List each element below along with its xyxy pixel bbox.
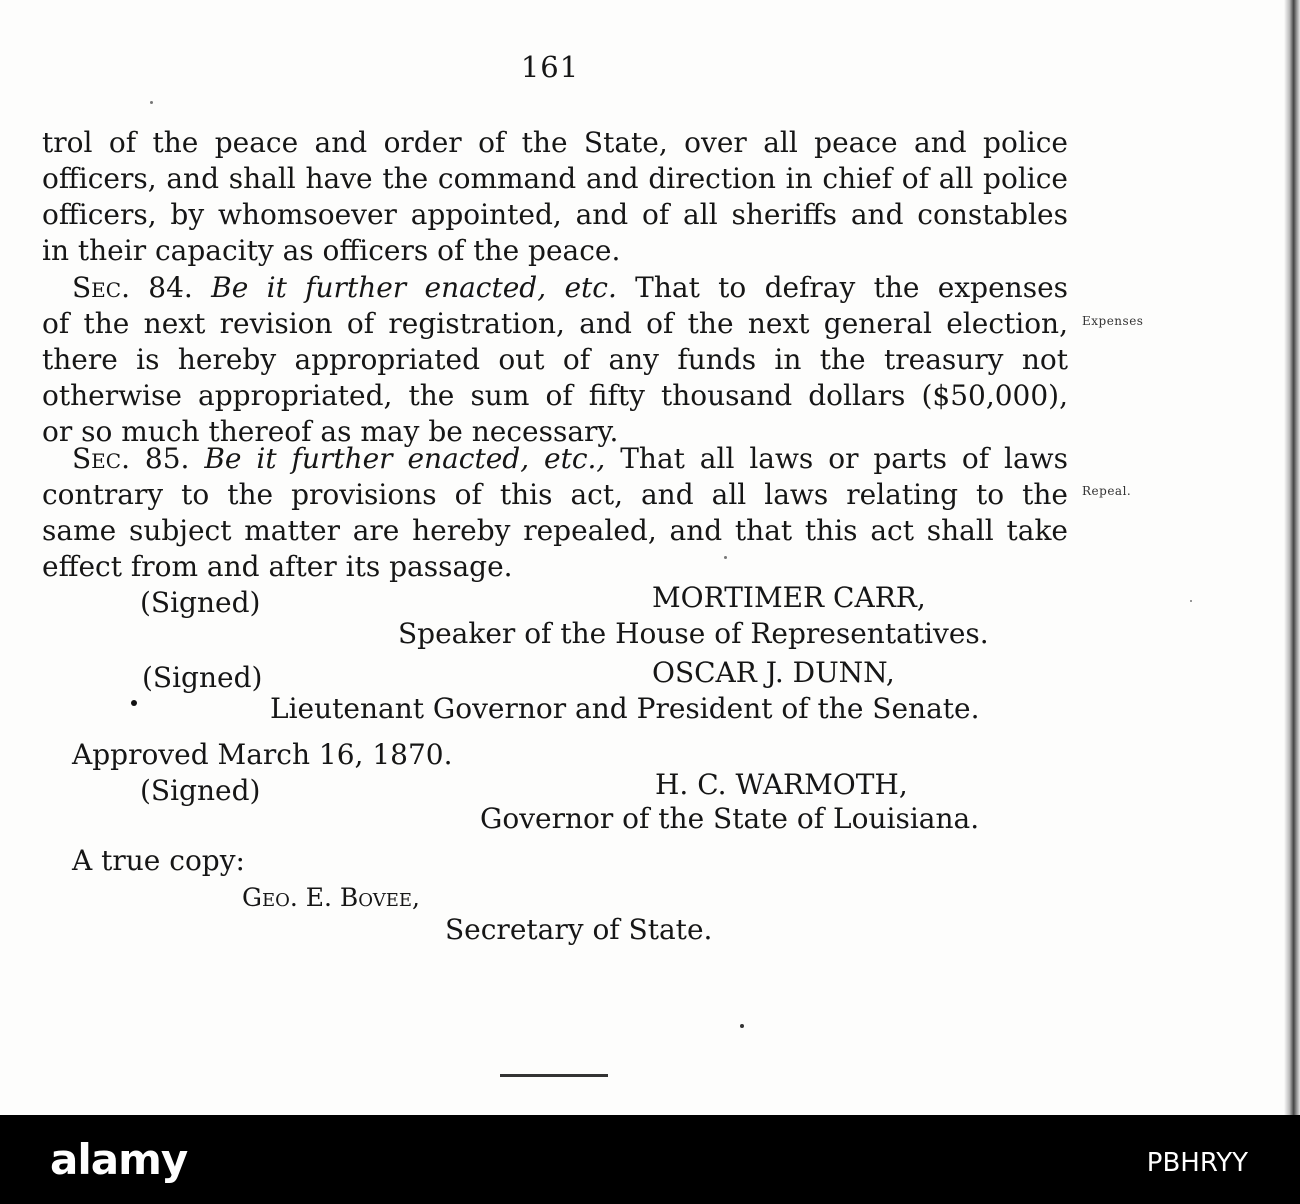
scan-speck: [1190, 600, 1192, 602]
closing-rule: [500, 1074, 608, 1077]
body-line: in their capacity as officers of the peace.: [42, 234, 621, 267]
body-line: officers, by whomsoever appointed, and of all sheriffs and constables: [42, 198, 1068, 231]
page-number: 161: [520, 50, 580, 84]
alamy-logo: alamy: [50, 1135, 188, 1184]
speaker-title: Speaker of the House of Representatives.: [398, 617, 989, 650]
sec85-enacting-phrase: Be it further enacted, etc.,: [204, 442, 606, 475]
page-edge-shadow: [1284, 0, 1300, 1115]
scan-speck: [150, 101, 153, 104]
watermark-footer-bar: [0, 1115, 1300, 1204]
sec85-line: same subject matter are hereby repealed, and that this act shall take: [42, 514, 1068, 547]
governor-name: H. C. WARMOTH,: [655, 768, 908, 801]
scan-speck: [131, 700, 137, 706]
secretary-name: Geo. E. Bovee,: [242, 883, 420, 912]
speaker-name: MORTIMER CARR,: [652, 581, 926, 614]
sec84-first-line: [72, 270, 1068, 306]
signed-label: (Signed): [140, 586, 261, 619]
image-id: PBHRYY: [1146, 1148, 1248, 1178]
sec84-line: otherwise appropriated, the sum of fifty thousand dollars ($50,000),: [42, 379, 1068, 412]
sec85-label: Sec. 85.: [72, 442, 190, 475]
sec85-line1-rest: That all laws or parts of laws: [620, 442, 1069, 475]
sec84-line: or so much thereof as may be necessary.: [42, 415, 619, 448]
sec85-line: effect from and after its passage.: [42, 550, 513, 583]
secretary-title: Secretary of State.: [445, 913, 713, 946]
sec85-line: contrary to the provisions of this act, and all laws relating to the: [42, 478, 1068, 511]
sec84-enacting-phrase: Be it further enacted, etc.: [211, 271, 617, 304]
sec84-line: of the next revision of registration, and of the next general election,: [42, 307, 1068, 340]
signed-label: (Signed): [142, 661, 263, 694]
signed-label: (Signed): [140, 774, 261, 807]
sec84-margin-note: Expenses: [1082, 314, 1144, 328]
body-line: officers, and shall have the command and direction in chief of all police: [42, 162, 1068, 195]
body-line: trol of the peace and order of the State, over all peace and police: [42, 126, 1068, 159]
sec85-margin-note: Repeal.: [1082, 484, 1132, 498]
lt-governor-name: OSCAR J. DUNN,: [652, 656, 895, 689]
lt-governor-title: Lieutenant Governor and President of the Senate.: [270, 692, 980, 725]
approved-date: Approved March 16, 1870.: [72, 738, 453, 771]
sec84-label: Sec. 84.: [72, 271, 193, 304]
sec85-first-line: [72, 441, 1068, 477]
true-copy-label: A true copy:: [72, 844, 245, 877]
governor-title: Governor of the State of Louisiana.: [480, 802, 980, 835]
sec84-line: there is hereby appropriated out of any funds in the treasury not: [42, 343, 1068, 376]
sec84-line1-rest: That to defray the expenses: [635, 271, 1069, 304]
scan-speck: [740, 1024, 744, 1028]
